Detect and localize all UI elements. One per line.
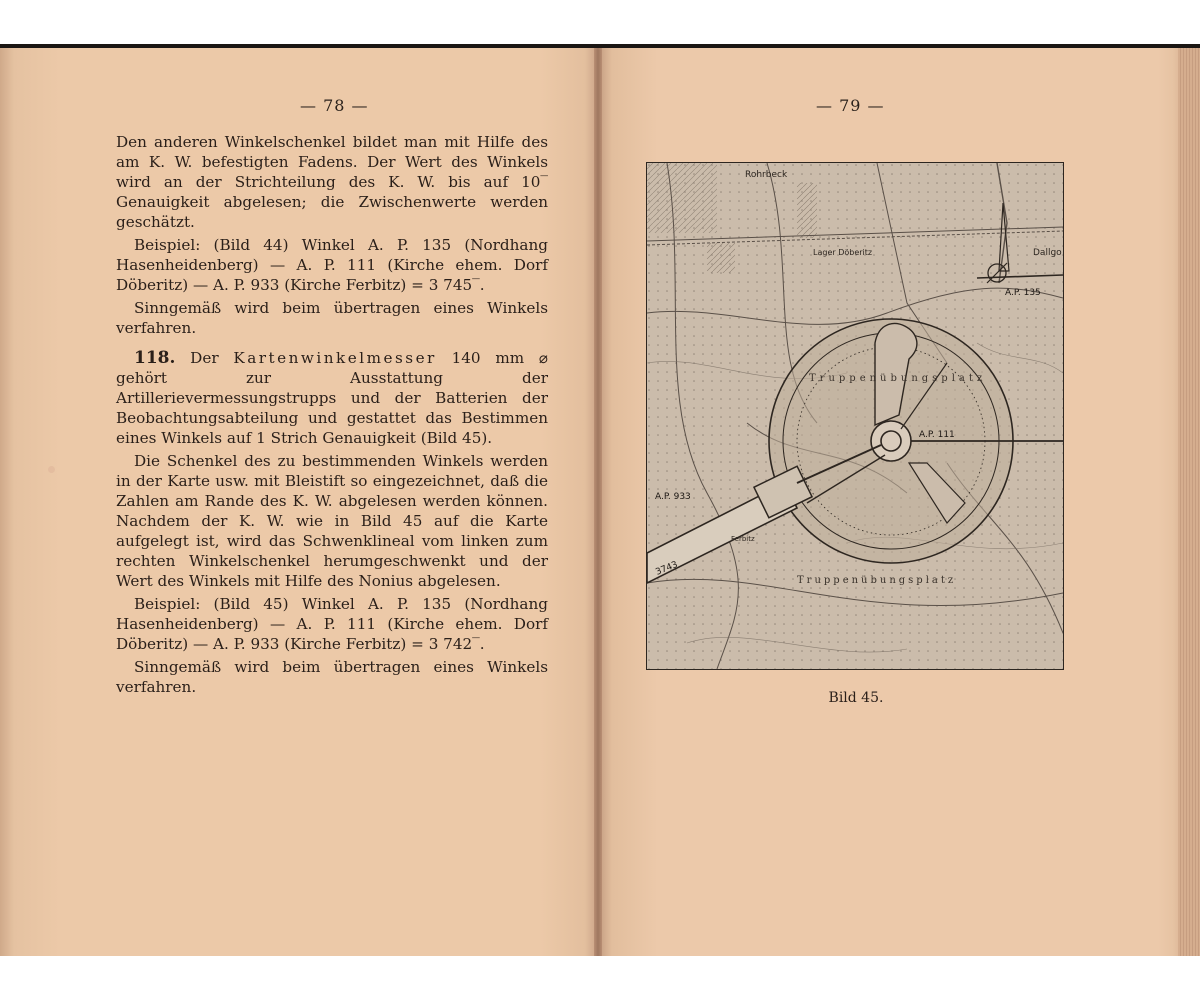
section-text: 140 mm ⌀ gehört zur Ausstattung der Artillerievermessungstrupps und der Batterien der Beobachtungsabteilung und gestattet das Bestimmen eines Winkels auf 1 Strich Genauigkeit (Bild 45). <box>116 349 549 447</box>
page-edge-stack <box>1178 48 1200 956</box>
map-label-ferbitz: Ferbitz <box>731 535 755 543</box>
paragraph-5: Beispiel: (Bild 45) Winkel A. P. 135 (Nordhang Hasenheidenberg) — A. P. 111 (Kirche ehem. Dorf Döberitz) — A. P. 933 (Kirche Ferbitz) = 3 742‾. <box>116 595 548 653</box>
right-page <box>598 48 1200 956</box>
paragraph-2: Beispiel: (Bild 44) Winkel A. P. 135 (Nordhang Hasenheidenberg) — A. P. 111 (Kirche ehem. Dorf Döberitz) — A. P. 933 (Kirche Ferbitz) = 3 745‾. <box>116 236 548 294</box>
open-book <box>0 48 1200 956</box>
figure-map-protractor <box>646 162 1064 670</box>
section-118 <box>116 348 548 448</box>
figure-caption: Bild 45. <box>828 690 884 706</box>
map-label-dallgow: Dallgo <box>1033 248 1062 258</box>
map-label-rohrbeck: Rohrbeck <box>745 170 788 180</box>
paragraph-3: Sinngemäß wird beim übertragen eines Winkels verfahren. <box>116 299 548 337</box>
map-camp-area <box>707 243 735 273</box>
left-page <box>0 48 598 956</box>
paragraph-6: Sinngemäß wird beim übertragen eines Winkels verfahren. <box>116 658 548 696</box>
map-label-lager: Lager Döberitz <box>813 248 873 257</box>
section-number: 118. <box>134 348 176 368</box>
map-label-3743: 3743 <box>654 559 680 578</box>
map-label-uebungsplatz-2: Truppenübungsplatz <box>797 575 957 586</box>
map-town-area <box>647 163 717 233</box>
left-page-text <box>116 132 548 700</box>
map-label-ap111: A.P. 111 <box>919 430 955 440</box>
paper-stain <box>48 466 55 473</box>
page-number-right: — 79 — <box>816 96 885 115</box>
page-number-left: — 78 — <box>300 96 369 115</box>
map-label-ap135: A.P. 135 <box>1005 288 1041 298</box>
section-term: Kartenwinkelmesser <box>233 349 437 367</box>
map-illustration <box>647 163 1063 669</box>
paragraph-1: Den anderen Winkelschenkel bildet man mit Hilfe des am K. W. befestigten Fadens. Der Wert des Winkels wird an der Strichteilung des K. W. bis auf 10‾ Genauigkeit abgelesen; die Zwischenwerte werden geschätzt. <box>116 133 548 231</box>
scan-top-margin <box>0 0 1200 46</box>
map-label-ap933: A.P. 933 <box>655 492 691 502</box>
map-camp-buildings <box>797 183 817 238</box>
map-label-uebungsplatz-1: Truppenübungsplatz <box>809 373 987 384</box>
paragraph-4: Die Schenkel des zu bestimmenden Winkels werden in der Karte usw. mit Bleistift so eingezeichnet, daß die Zahlen am Rande des K. W. abgelesen werden können. Nachdem der K. W. wie in Bild 45 auf die Karte aufgelegt ist, wird das Schwenklineal vom linken zum rechten Winkelschenkel herumgeschwenkt und der Wert des Winkels mit Hilfe des Nonius abgelesen. <box>116 452 548 590</box>
book-gutter <box>594 48 602 956</box>
section-lead: Der <box>190 349 219 367</box>
